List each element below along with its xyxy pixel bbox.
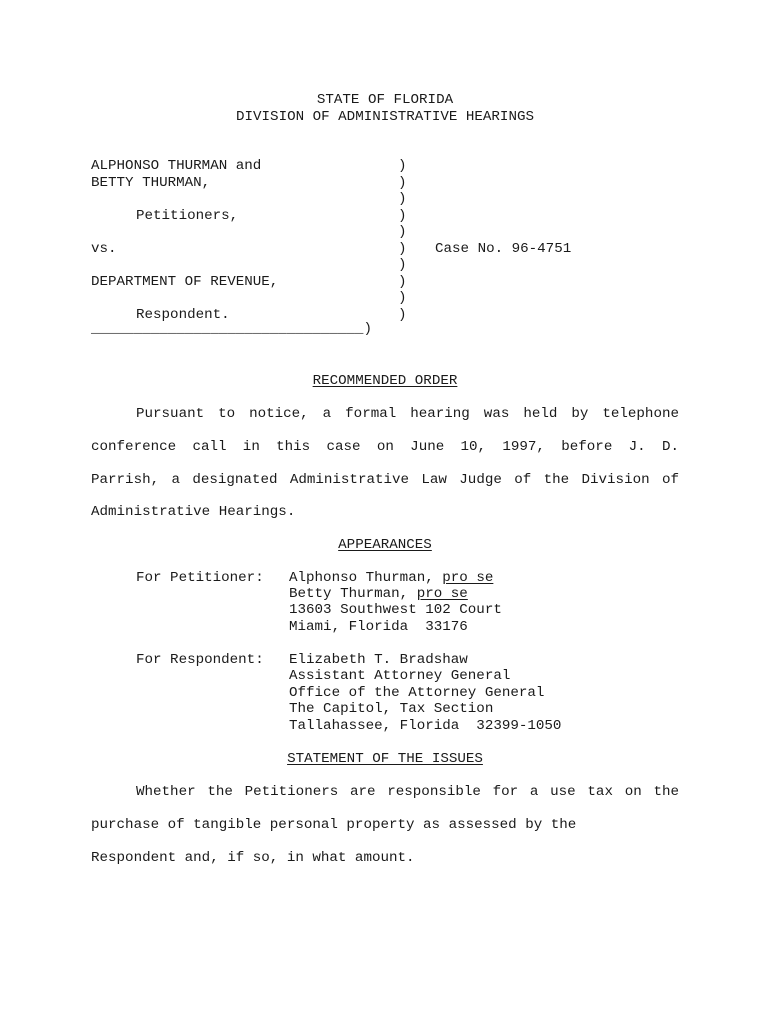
caption-paren: ) [398, 274, 407, 290]
caption-paren: ) [398, 257, 407, 273]
pro-se-label: pro se [416, 586, 468, 602]
respondent-address-line1: The Capitol, Tax Section [289, 701, 494, 717]
intro-line-2: conference call in this case on June 10, 1997, before J. D. [91, 439, 679, 455]
respondent-office: Office of the Attorney General [289, 685, 545, 701]
petitioner-address-line1: 13603 Southwest 102 Court [289, 602, 502, 618]
issues-line-1: Whether the Petitioners are responsible for a use tax on the [136, 784, 679, 800]
caption-paren: ) [398, 158, 407, 174]
intro-line-1: Pursuant to notice, a formal hearing was held by telephone [136, 406, 679, 422]
caption-paren: ) [398, 241, 407, 257]
petitioner-name-line2: BETTY THURMAN, [91, 175, 211, 191]
respondent-label: Respondent. [136, 307, 230, 323]
caption-paren: ) [398, 307, 407, 323]
order-title: RECOMMENDED ORDER [312, 373, 458, 389]
issues-heading: STATEMENT OF THE ISSUES [287, 751, 483, 767]
appearances-heading: APPEARANCES [338, 537, 432, 553]
respondent-attorney-name: Elizabeth T. Bradshaw [289, 652, 468, 668]
petitioner-address-line2: Miami, Florida 33176 [289, 619, 468, 635]
pro-se-label: pro se [442, 570, 494, 586]
intro-line-4: Administrative Hearings. [91, 504, 296, 520]
petitioner-appearance-label: For Petitioner: [136, 570, 264, 586]
respondent-appearance-label: For Respondent: [136, 652, 264, 668]
versus-label: vs. [91, 241, 117, 257]
respondent-name: DEPARTMENT OF REVENUE, [91, 274, 279, 290]
petitioner-appearance-name1: Alphonso Thurman, pro se [289, 570, 494, 586]
petitioners-label: Petitioners, [136, 208, 239, 224]
case-number: Case No. 96-4751 [435, 241, 572, 257]
header-division: DIVISION OF ADMINISTRATIVE HEARINGS [236, 109, 534, 125]
caption-paren: ) [398, 191, 407, 207]
respondent-address-line2: Tallahassee, Florida 32399-1050 [289, 718, 562, 734]
header-state: STATE OF FLORIDA [316, 92, 454, 108]
issues-line-2: purchase of tangible personal property as assessed by the [91, 817, 577, 833]
caption-rule-line: ________________________________) [91, 321, 372, 337]
caption-paren: ) [398, 208, 407, 224]
respondent-attorney-title: Assistant Attorney General [289, 668, 511, 684]
issues-line-3: Respondent and, if so, in what amount. [91, 850, 415, 866]
petitioner-name-line1: ALPHONSO THURMAN and [91, 158, 262, 174]
petitioner-appearance-name2: Betty Thurman, pro se [289, 586, 468, 602]
caption-paren: ) [398, 175, 407, 191]
intro-line-3: Parrish, a designated Administrative Law Judge of the Division of [91, 472, 679, 488]
caption-paren: ) [398, 224, 407, 240]
caption-paren: ) [398, 290, 407, 306]
